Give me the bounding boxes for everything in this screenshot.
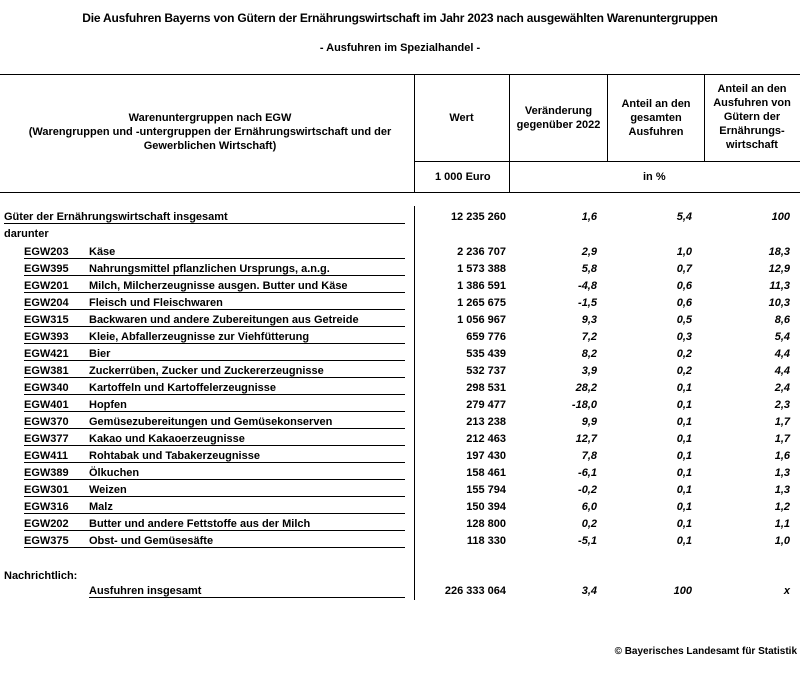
row-share-food: 18,3 [768, 246, 790, 258]
header-change: Veränderung gegenüber 2022 [516, 105, 601, 131]
row-value: 226 333 064 [444, 585, 506, 597]
row-code: EGW340 [24, 382, 69, 394]
row-code: EGW202 [24, 518, 69, 530]
row-code: EGW370 [24, 416, 69, 428]
row-label: Ölkuchen [89, 467, 140, 479]
row-share-total: 0,7 [676, 263, 692, 275]
row-value: 150 394 [466, 501, 506, 513]
row-share-food: 2,4 [774, 382, 790, 394]
header-bottom-border [0, 192, 800, 193]
row-change: 12,7 [575, 433, 597, 445]
row-label: Butter und andere Fettstoffe aus der Milch [89, 518, 311, 530]
row-label: Güter der Ernährungswirtschaft insgesamt [4, 211, 228, 223]
row-leader-line [4, 223, 405, 224]
table-row [0, 244, 800, 261]
row-value: 212 463 [466, 433, 506, 445]
row-share-food: 1,1 [774, 518, 790, 530]
row-share-total: 0,2 [676, 365, 692, 377]
row-leader-line [24, 326, 405, 327]
row-share-total: 0,1 [676, 467, 692, 479]
row-code: EGW389 [24, 467, 69, 479]
row-code: EGW411 [24, 450, 69, 462]
nachrichtlich-label: Nachrichtlich: [4, 570, 78, 582]
table-row [0, 414, 800, 431]
row-value: 659 776 [466, 331, 506, 343]
row-value: 158 461 [466, 467, 506, 479]
row-share-food: 12,9 [768, 263, 790, 275]
row-value: 128 800 [466, 518, 506, 530]
row-share-total: 1,0 [676, 246, 692, 258]
row-label: Kleie, Abfallerzeugnisse zur Viehfütterung [89, 331, 310, 343]
row-share-food: 1,0 [774, 535, 790, 547]
row-share-total: 0,1 [676, 416, 692, 428]
row-value: 12 235 260 [450, 211, 506, 223]
row-code: EGW377 [24, 433, 69, 445]
row-share-total: 100 [673, 585, 692, 597]
row-share-total: 0,1 [676, 484, 692, 496]
table-row [0, 363, 800, 380]
row-code: EGW393 [24, 331, 69, 343]
row-leader-line [24, 428, 405, 429]
row-share-food: 2,3 [774, 399, 790, 411]
row-leader-line [24, 530, 405, 531]
page-subtitle: - Ausfuhren im Spezialhandel - [319, 42, 481, 54]
row-share-food: 100 [771, 211, 790, 223]
row-change: -0,2 [578, 484, 597, 496]
unit-percent: in % [643, 171, 666, 183]
table-row [0, 533, 800, 550]
row-code: EGW203 [24, 246, 69, 258]
row-value: 1 386 591 [457, 280, 506, 292]
row-leader-line [24, 496, 405, 497]
row-share-food: 4,4 [774, 348, 790, 360]
row-change: 1,6 [581, 211, 597, 223]
row-label: Bier [89, 348, 111, 360]
col-divider-1 [414, 74, 415, 192]
row-label: Gemüsezubereitungen und Gemüsekonserven [89, 416, 333, 428]
row-share-total: 0,1 [676, 433, 692, 445]
row-label: Käse [89, 246, 116, 258]
row-leader-line [24, 479, 405, 480]
row-leader-line [24, 258, 405, 259]
row-change: -18,0 [571, 399, 597, 411]
row-code: EGW401 [24, 399, 69, 411]
row-share-total: 0,1 [676, 501, 692, 513]
row-value: 155 794 [466, 484, 506, 496]
row-label: Ausfuhren insgesamt [89, 585, 202, 597]
row-share-total: 0,6 [676, 280, 692, 292]
row-value: 535 439 [466, 348, 506, 360]
row-change: 0,2 [581, 518, 597, 530]
table-row [0, 516, 800, 533]
row-share-food: 1,2 [774, 501, 790, 513]
row-value: 279 477 [466, 399, 506, 411]
row-leader-line [24, 360, 405, 361]
row-code: EGW201 [24, 280, 69, 292]
row-value: 213 238 [466, 416, 506, 428]
row-share-food: 11,3 [769, 280, 790, 292]
header-share-total: Anteil an den gesamten Ausfuhren [621, 98, 691, 138]
table-row [0, 397, 800, 414]
darunter-label: darunter [4, 228, 49, 240]
row-value: 1 056 967 [457, 314, 506, 326]
row-share-food: 4,4 [774, 365, 790, 377]
row-share-total: 0,3 [676, 331, 692, 343]
row-change: -1,5 [578, 297, 597, 309]
row-change: 28,2 [575, 382, 597, 394]
row-share-total: 0,1 [676, 382, 692, 394]
table-row [0, 431, 800, 448]
row-leader-line [24, 513, 405, 514]
row-leader-line [24, 343, 405, 344]
table-row [0, 499, 800, 516]
row-change: 7,2 [581, 331, 597, 343]
row-leader-line [24, 309, 405, 310]
row-share-total: 0,1 [676, 450, 692, 462]
table-row [0, 465, 800, 482]
row-change: 7,8 [581, 450, 597, 462]
row-label: Hopfen [89, 399, 127, 411]
row-share-food: 1,6 [774, 450, 790, 462]
table-row [0, 312, 800, 329]
table-row [0, 380, 800, 397]
unit-value: 1 000 Euro [435, 171, 491, 183]
row-share-food: 1,3 [774, 484, 790, 496]
row-label: Backwaren und andere Zubereitungen aus Getreide [89, 314, 359, 326]
row-leader-line [24, 292, 405, 293]
page-title: Die Ausfuhren Bayerns von Gütern der Ernährungswirtschaft im Jahr 2023 nach ausgewählten Warenuntergruppen [82, 11, 718, 25]
row-value: 532 737 [466, 365, 506, 377]
table-top-border [0, 74, 800, 75]
row-share-total: 0,5 [676, 314, 692, 326]
header-value: Wert [449, 112, 474, 124]
col-divider-3 [607, 74, 608, 161]
row-share-food: 1,7 [774, 416, 790, 428]
row-share-food: 10,3 [768, 297, 790, 309]
table-row [0, 209, 800, 226]
table-row [0, 583, 800, 600]
row-code: EGW375 [24, 535, 69, 547]
row-label: Weizen [89, 484, 127, 496]
row-value: 298 531 [466, 382, 506, 394]
copyright-footer: © Bayerisches Landesamt für Statistik [614, 646, 797, 657]
row-code: EGW204 [24, 297, 69, 309]
row-change: 2,9 [581, 246, 597, 258]
row-share-food: 8,6 [774, 314, 790, 326]
row-share-food: x [783, 585, 790, 597]
row-leader-line [89, 597, 405, 598]
unit-row-top-border [414, 161, 800, 162]
row-leader-line [24, 275, 405, 276]
table-row [0, 346, 800, 363]
row-share-total: 0,1 [676, 518, 692, 530]
row-share-total: 0,6 [676, 297, 692, 309]
row-label: Malz [89, 501, 113, 513]
row-share-food: 1,3 [774, 467, 790, 479]
table-row [0, 329, 800, 346]
col-divider-4 [704, 74, 705, 161]
row-value: 1 573 388 [457, 263, 506, 275]
table-row [0, 448, 800, 465]
row-label: Kartoffeln und Kartoffelerzeugnisse [89, 382, 277, 394]
row-share-food: 1,7 [774, 433, 790, 445]
row-change: 5,8 [581, 263, 597, 275]
row-leader-line [24, 411, 405, 412]
row-code: EGW395 [24, 263, 69, 275]
row-label: Fleisch und Fleischwaren [89, 297, 223, 309]
row-value: 197 430 [466, 450, 506, 462]
table-row [0, 261, 800, 278]
row-value: 118 330 [466, 535, 506, 547]
row-share-total: 0,1 [676, 535, 692, 547]
row-label: Zuckerrüben, Zucker und Zuckererzeugnisse [89, 365, 324, 377]
row-share-total: 5,4 [676, 211, 692, 223]
row-change: 3,4 [581, 585, 597, 597]
row-label: Milch, Milcherzeugnisse ausgen. Butter und Käse [89, 280, 348, 292]
row-leader-line [24, 445, 405, 446]
row-change: -6,1 [578, 467, 597, 479]
row-share-total: 0,2 [676, 348, 692, 360]
row-change: 8,2 [581, 348, 597, 360]
row-leader-line [24, 547, 405, 548]
row-value: 1 265 675 [457, 297, 506, 309]
row-label: Kakao und Kakaoerzeugnisse [89, 433, 245, 445]
row-code: EGW421 [24, 348, 69, 360]
row-leader-line [24, 377, 405, 378]
row-label: Obst- und Gemüsesäfte [89, 535, 214, 547]
row-change: 6,0 [581, 501, 597, 513]
row-change: 3,9 [581, 365, 597, 377]
row-code: EGW316 [24, 501, 69, 513]
header-share-food: Anteil an den Ausfuhren von Gütern der Ernährungs-wirtschaft [713, 83, 791, 151]
row-change: 9,3 [581, 314, 597, 326]
col-divider-2 [509, 74, 510, 192]
row-leader-line [24, 462, 405, 463]
row-code: EGW301 [24, 484, 69, 496]
row-leader-line [24, 394, 405, 395]
table-row [0, 482, 800, 499]
table-row [0, 295, 800, 312]
table-row [0, 278, 800, 295]
row-share-food: 5,4 [774, 331, 790, 343]
row-label: Nahrungsmittel pflanzlichen Ursprungs, a.n.g. [89, 263, 330, 275]
row-label: Rohtabak und Tabakerzeugnisse [89, 450, 260, 462]
row-code: EGW381 [24, 365, 69, 377]
row-share-total: 0,1 [676, 399, 692, 411]
row-code: EGW315 [24, 314, 69, 326]
row-change: -5,1 [578, 535, 597, 547]
row-value: 2 236 707 [457, 246, 506, 258]
row-change: -4,8 [578, 280, 597, 292]
row-change: 9,9 [581, 416, 597, 428]
header-commodity-group: Warenuntergruppen nach EGW (Warengruppen und -untergruppen der Ernährungswirtschaft und der Gewerblichen Wirtschaft) [28, 112, 392, 152]
